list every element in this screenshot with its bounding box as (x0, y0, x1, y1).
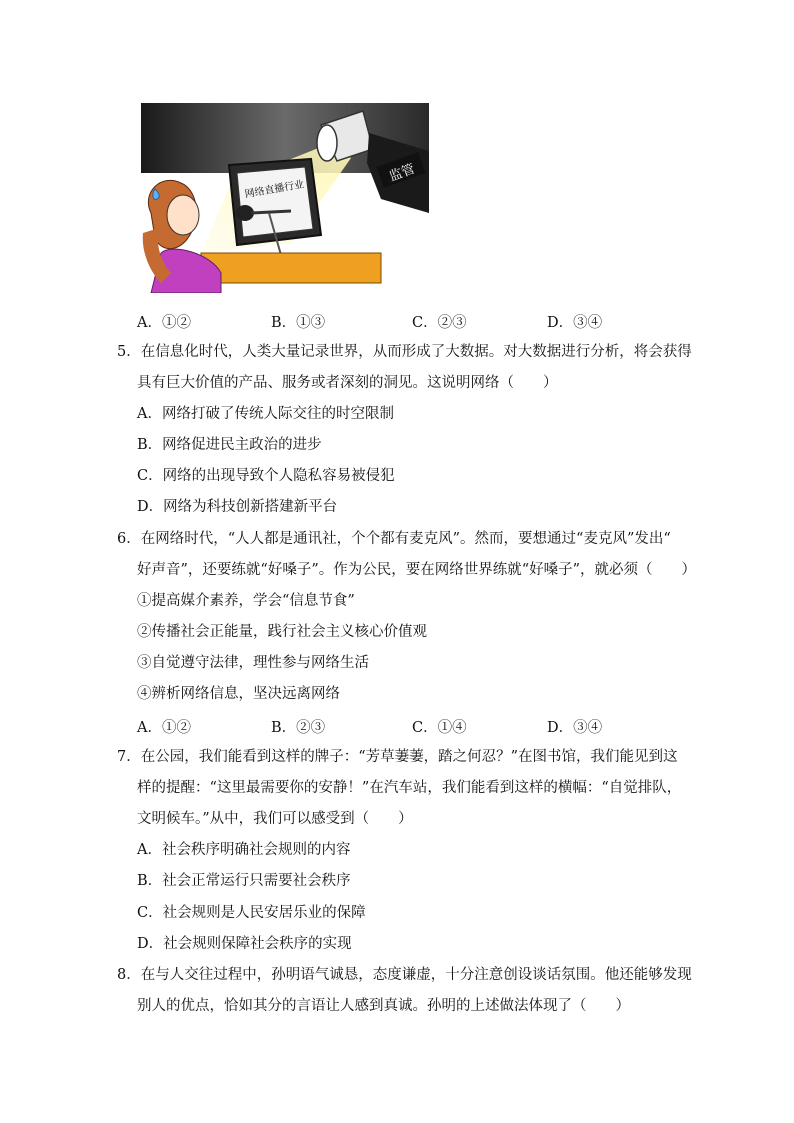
cartoon-illustration (141, 103, 429, 293)
q5-stem-line1: 5．在信息化时代，人类大量记录世界，从而形成了大数据。对大数据进行分析，将会获得 (117, 344, 692, 360)
q6-statement-4: ④辨析网络信息，坚决远离网络 (137, 686, 340, 702)
q4-option-a[interactable]: A．①② (137, 315, 191, 331)
q6-statement-3: ③自觉遵守法律，理性参与网络生活 (137, 655, 369, 671)
q7-stem-line3: 文明候车。”从中，我们可以感受到（ ） (137, 811, 413, 827)
q6-stem-line2: 好声音”，还要练就“好嗓子”。作为公民，要在网络世界练就“好嗓子”，就必须（ ） (137, 562, 697, 578)
q7-option-d[interactable]: D．社会规则保障社会秩序的实现 (137, 936, 352, 952)
q4-options (137, 311, 737, 331)
q4-option-c[interactable]: C．②③ (412, 315, 467, 331)
q6-option-b[interactable]: B．②③ (271, 720, 326, 736)
q6-statement-2: ②传播社会正能量，践行社会主义核心价值观 (137, 624, 427, 640)
q5-stem-line2: 具有巨大价值的产品、服务或者深刻的洞见。这说明网络（ ） (137, 375, 558, 391)
q8-stem-line1: 8．在与人交往过程中，孙明语气诚恳，态度谦虚，十分注意创设谈话氛围。他还能够发现 (117, 967, 692, 983)
q6-stem-line1: 6．在网络时代，“人人都是通讯社，个个都有麦克风”。然而，要想通过“麦克风”发出“ (117, 531, 671, 547)
q7-option-c[interactable]: C．社会规则是人民安居乐业的保障 (137, 905, 366, 921)
q7-option-b[interactable]: B．社会正常运行只需要社会秩序 (137, 873, 351, 889)
q6-option-d[interactable]: D．③④ (547, 720, 603, 736)
q5-option-d[interactable]: D．网络为科技创新搭建新平台 (137, 499, 338, 515)
q7-option-a[interactable]: A．社会秩序明确社会规则的内容 (137, 842, 351, 858)
monitor-label: 网络直播行业 (244, 179, 306, 201)
q7-stem-line2: 样的提醒：“这里最需要你的安静！”在汽车站，我们能看到这样的横幅：“自觉排队， (137, 780, 682, 796)
q4-option-d[interactable]: D．③④ (547, 315, 603, 331)
q6-options (137, 716, 737, 736)
q6-statement-1: ①提高媒介素养，学会“信息节食” (137, 593, 355, 609)
q6-option-a[interactable]: A．①② (137, 720, 191, 736)
q4-option-b[interactable]: B．①③ (271, 315, 326, 331)
q5-option-c[interactable]: C．网络的出现导致个人隐私容易被侵犯 (137, 468, 395, 484)
q6-option-c[interactable]: C．①④ (412, 720, 467, 736)
sign-label: 监管 (387, 161, 417, 185)
q8-stem-line2: 别人的优点，恰如其分的言语让人感到真诚。孙明的上述做法体现了（ ） (137, 998, 630, 1014)
desk (201, 253, 381, 283)
q5-option-b[interactable]: B．网络促进民主政治的进步 (137, 437, 322, 453)
q5-option-a[interactable]: A．网络打破了传统人际交往的时空限制 (137, 406, 394, 422)
q7-stem-line1: 7．在公园，我们能看到这样的牌子：“芳草萋萋，踏之何忍？”在图书馆，我们能见到这 (117, 749, 678, 765)
